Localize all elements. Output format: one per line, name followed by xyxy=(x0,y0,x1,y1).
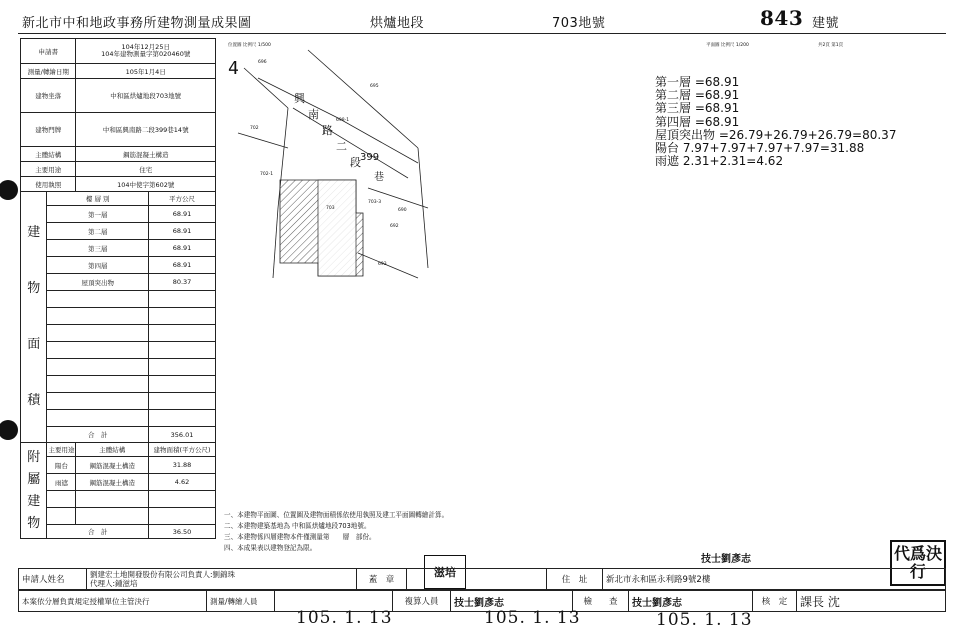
floor-name: 第四層 xyxy=(47,257,149,274)
floor-area: 68.91 xyxy=(148,240,215,257)
tech-stamp-top: 技士劉彥志 xyxy=(701,553,751,565)
date-stamp: 105. 1. 13 xyxy=(484,608,581,628)
floor-area: 68.91 xyxy=(148,206,215,223)
empty-cell xyxy=(47,410,149,427)
parcel-label: 695 xyxy=(370,84,379,89)
parcel-label: 698-1 xyxy=(336,118,350,123)
vertical-char: 面 xyxy=(27,337,41,352)
empty-cell xyxy=(47,308,149,325)
address-label: 住 址 xyxy=(547,569,603,589)
approve-value: 課長 沈 xyxy=(800,594,840,609)
annex-area: 31.88 xyxy=(148,457,215,474)
reviewer-label: 複算人員 xyxy=(393,591,451,611)
area-calculations xyxy=(655,76,896,168)
parcel-label: 703-3 xyxy=(368,200,382,205)
parcel-line xyxy=(358,253,418,278)
land-section: 烘爐地段 xyxy=(370,16,425,31)
building-number-suffix: 建號 xyxy=(812,16,840,31)
parcel-line xyxy=(238,133,288,148)
empty-cell xyxy=(47,342,149,359)
survey-date-label: 測量/轉繪日期 xyxy=(21,64,76,79)
note-line: 四、本成果表以建物登記為限。 xyxy=(224,544,317,552)
north-marker: 4 xyxy=(228,58,239,79)
structure-label: 主體結構 xyxy=(21,147,76,162)
annex-area: 4.62 xyxy=(148,474,215,491)
agent-value: 代理人:鍾滋培 xyxy=(90,579,138,588)
empty-cell xyxy=(47,291,149,308)
license-value: 104中使字第602號 xyxy=(76,177,216,192)
empty-cell xyxy=(148,376,215,393)
vertical-char: 積 xyxy=(27,393,41,408)
applicant-date-cell xyxy=(76,39,216,64)
annex-use-header: 主要用途 xyxy=(47,443,76,457)
parcel-label: 702 xyxy=(250,126,259,131)
empty-cell xyxy=(148,308,215,325)
applicant-value: 劉建宏土地開發股份有限公司負責人:劉錦珠 xyxy=(90,570,236,579)
parcel-label: 690 xyxy=(398,208,407,213)
inspector-stamp: 技士劉彥志 xyxy=(629,591,753,611)
empty-cell xyxy=(47,393,149,410)
empty-cell xyxy=(47,491,76,508)
footer-applicant-row xyxy=(18,568,946,590)
annex-total-label: 合 計 xyxy=(47,525,149,539)
parcel-label: 703 xyxy=(326,206,335,211)
punch-hole xyxy=(0,180,18,200)
road-char: 南 xyxy=(308,108,319,121)
note-line: 一、本建物平面圖、位置圖及建物面積係依使用執照及建工平面圖轉繪計算。 xyxy=(224,511,449,519)
vertical-char: 建 xyxy=(27,225,41,240)
area-line: 屋頂突出物 =26.79+26.79+26.79=80.37 xyxy=(655,127,897,142)
seal-stamp: 滋培 xyxy=(424,555,466,589)
annex-use: 雨遮 xyxy=(47,474,76,491)
header-rule xyxy=(18,33,946,34)
approve-label: 核 定 xyxy=(753,591,797,611)
use-value: 住宅 xyxy=(76,162,216,177)
empty-cell xyxy=(148,491,215,508)
annex-area-header: 建物面積(平方公尺) xyxy=(148,443,215,457)
road-char: 路 xyxy=(322,124,333,137)
land-number: 703地號 xyxy=(552,16,606,31)
seal-space xyxy=(407,569,547,589)
lane-number: 399 xyxy=(360,152,380,163)
applicant-doc-value: 104年建物測量字第020460號 xyxy=(101,50,191,58)
applicant-date-label: 申請書 xyxy=(21,39,76,64)
floor-col-header: 樓 層 別 xyxy=(47,192,149,206)
license-label: 使用執照 xyxy=(21,177,76,192)
vertical-char: 屬 xyxy=(27,471,41,487)
floor-name: 第二層 xyxy=(47,223,149,240)
address-value: 新北市永和區永利路9號2樓 xyxy=(606,575,711,585)
road-char: 興 xyxy=(294,92,305,105)
parcel-line xyxy=(418,148,428,268)
area-total-value: 356.01 xyxy=(148,427,215,443)
floor-area: 68.91 xyxy=(148,257,215,274)
parcel-line xyxy=(368,188,428,208)
area-line: 雨遮 2.31+2.31=4.62 xyxy=(655,154,784,169)
building-data-table xyxy=(20,38,216,539)
use-label: 主要用途 xyxy=(21,162,76,177)
date-stamp: 105. 1. 13 xyxy=(296,608,393,628)
vertical-char: 建 xyxy=(27,493,41,509)
applicant-label: 申請人姓名 xyxy=(19,569,87,589)
notes xyxy=(224,510,448,554)
empty-cell xyxy=(47,376,149,393)
applicant-cell xyxy=(87,569,357,589)
door-label: 建物門牌 xyxy=(21,113,76,147)
building-number: 843 xyxy=(760,6,804,30)
survey-date-value: 105年1月4日 xyxy=(76,64,216,79)
parcel-label: 696 xyxy=(258,60,267,65)
empty-cell xyxy=(148,359,215,376)
location-scale-label: 位置圖 比例尺 1/500 xyxy=(228,43,271,48)
empty-cell xyxy=(76,491,149,508)
seal-label: 蓋 章 xyxy=(357,569,407,589)
area-total-label: 合 計 xyxy=(47,427,149,443)
office-title: 新北市中和地政事務所建物測量成果圖 xyxy=(22,16,252,31)
annex-structure-header: 主體結構 xyxy=(76,443,149,457)
annex-total-value: 36.50 xyxy=(148,525,215,539)
inspector-label: 檢 查 xyxy=(573,591,629,611)
structure-value: 鋼筋混凝土構造 xyxy=(76,147,216,162)
surveyor-label: 測量/轉繪人員 xyxy=(207,591,275,611)
note-line: 二、本建物建築基地為 中和區烘爐地段703地號。 xyxy=(224,522,371,530)
annex-use: 陽台 xyxy=(47,457,76,474)
parcel-label: 692 xyxy=(390,224,399,229)
empty-cell xyxy=(148,508,215,525)
location-label: 建物坐落 xyxy=(21,79,76,113)
responsibility-text: 本案依分層負責規定授權單位主管決行 xyxy=(19,591,207,611)
empty-cell xyxy=(47,325,149,342)
lane-char: 巷 xyxy=(374,172,384,183)
road-char: 段 xyxy=(350,156,361,169)
punch-hole xyxy=(0,420,18,440)
building-footprint-plain xyxy=(318,180,356,276)
door-value: 中和區興南路二段399巷14號 xyxy=(76,113,216,147)
decision-stamp: 代爲決行 xyxy=(890,540,946,586)
boundary-line xyxy=(244,68,288,108)
floor-area: 68.91 xyxy=(148,223,215,240)
parcel-line xyxy=(273,208,278,278)
area-line: 第四層 =68.91 xyxy=(655,114,740,129)
building-area-vertical-label xyxy=(21,192,47,443)
empty-cell xyxy=(148,410,215,427)
vertical-char: 物 xyxy=(27,515,41,531)
empty-cell xyxy=(148,342,215,359)
empty-cell xyxy=(47,508,76,525)
floor-name: 第三層 xyxy=(47,240,149,257)
empty-cell xyxy=(148,393,215,410)
road-char: 二 xyxy=(336,140,347,153)
footer-signature-row xyxy=(18,590,946,612)
applicant-date-value: 104年12月25日 xyxy=(121,42,170,51)
area-line: 第一層 =68.91 xyxy=(655,75,740,89)
empty-cell xyxy=(76,508,149,525)
annex-vertical-label xyxy=(21,443,47,539)
floor-name: 屋頂突出物 xyxy=(47,274,149,291)
reviewer-stamp: 技士劉彥志 xyxy=(451,591,573,611)
vertical-char: 物 xyxy=(27,281,41,296)
area-line: 第三層 =68.91 xyxy=(655,101,740,116)
parcel-label: 693 xyxy=(378,262,387,267)
page-label: 共2頁 第1頁 xyxy=(818,43,844,48)
parcel-label: 702-1 xyxy=(260,172,274,177)
location-value: 中和區烘爐地段703地號 xyxy=(76,79,216,113)
empty-cell xyxy=(148,325,215,342)
area-line: 陽台 7.97+7.97+7.97+7.97=31.88 xyxy=(655,141,865,156)
plan-scale-label: 平面圖 比例尺 1/200 xyxy=(706,43,749,48)
note-line: 三、本建物係四層建物本件僅測量第 層 部份。 xyxy=(224,533,376,541)
annex-structure: 鋼筋混凝土構造 xyxy=(76,457,149,474)
annex-structure: 鋼筋混凝土構造 xyxy=(76,474,149,491)
empty-cell xyxy=(148,291,215,308)
area-line: 第二層 =68.91 xyxy=(655,88,740,103)
date-stamp: 105. 1. 13 xyxy=(656,610,753,630)
empty-cell xyxy=(47,359,149,376)
floor-area: 80.37 xyxy=(148,274,215,291)
vertical-char: 附 xyxy=(27,449,41,465)
floor-name: 第一層 xyxy=(47,206,149,223)
area-col-header: 平方公尺 xyxy=(148,192,215,206)
